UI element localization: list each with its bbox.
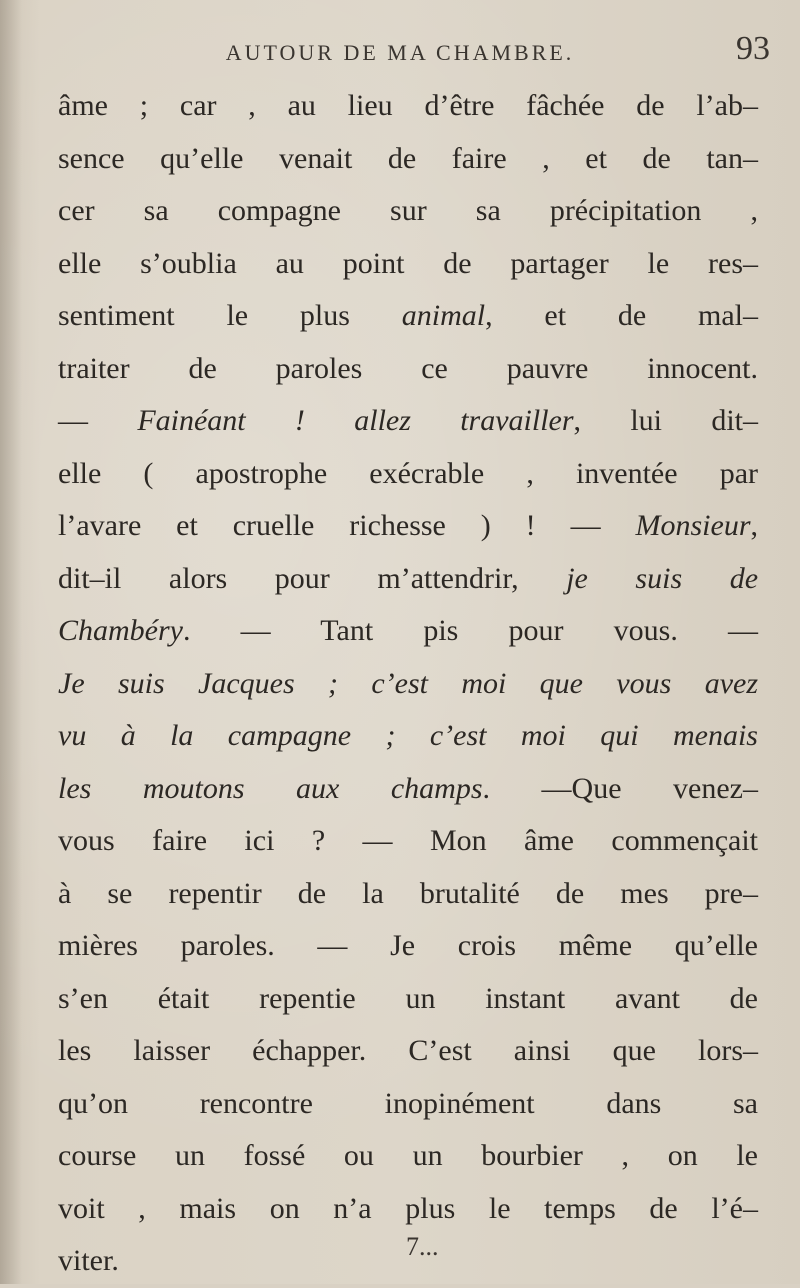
text-line: course un fossé ou un bourbier , on le — [58, 1139, 758, 1172]
text-line: mières paroles. — Je crois même qu’elle — [58, 929, 758, 962]
binding-shadow — [0, 0, 22, 1284]
text-line: elle s’oublia au point de partager le res– — [58, 246, 758, 280]
text-line: sentiment le plus animal, et de mal– — [58, 299, 759, 332]
text-line: s’en était repentie un instant avant de — [58, 981, 758, 1015]
page-number: 93 — [736, 30, 770, 67]
italic-phrase: je suis de — [566, 561, 759, 595]
body-text — [58, 80, 758, 1288]
text-line: les moutons aux champs. —Que venez– — [58, 771, 758, 805]
text-line: — Fainéant ! allez travailler, lui dit– — [58, 404, 758, 437]
text-line: elle ( apostrophe exécrable , inventée par — [58, 456, 758, 490]
text-line: vu à la campagne ; c’est moi qui menais — [58, 719, 758, 752]
text-line: à se repentir de la brutalité de mes pre– — [58, 876, 758, 910]
text-line: Je suis Jacques ; c’est moi que vous avez — [58, 666, 758, 700]
italic-word: Monsieur — [635, 509, 751, 542]
text-line: vous faire ici ? — Mon âme commençait — [58, 824, 758, 857]
italic-word: animal — [401, 299, 486, 332]
text-line: sence qu’elle venait de faire , et de tan– — [58, 141, 758, 175]
text-line: l’avare et cruelle richesse ) ! — Monsieur, — [58, 509, 758, 542]
italic-phrase: les moutons aux champs — [58, 771, 483, 805]
text-line: cer sa compagne sur sa précipitation , — [58, 194, 758, 227]
italic-phrase: Fainéant ! allez travailler — [137, 404, 574, 437]
text-line: viter. — [58, 1244, 119, 1277]
italic-word: Chambéry — [58, 614, 183, 647]
text-line: les laisser échapper. C’est ainsi que lors– — [58, 1034, 758, 1067]
signature-mark: 7... — [406, 1232, 439, 1261]
text-line: qu’on rencontre inopinément dans sa — [58, 1086, 758, 1120]
text-line: âme ; car , au lieu d’être fâchée de l’ab– — [58, 89, 758, 122]
text-line: Chambéry. — Tant pis pour vous. — — [58, 614, 758, 647]
text-line: dit–il alors pour m’attendrir, je suis de — [58, 561, 759, 595]
running-head: AUTOUR DE MA CHAMBRE. — [225, 40, 575, 65]
text-line: traiter de paroles ce pauvre innocent. — [58, 351, 758, 385]
text-line: voit , mais on n’a plus le temps de l’é– — [58, 1191, 758, 1225]
